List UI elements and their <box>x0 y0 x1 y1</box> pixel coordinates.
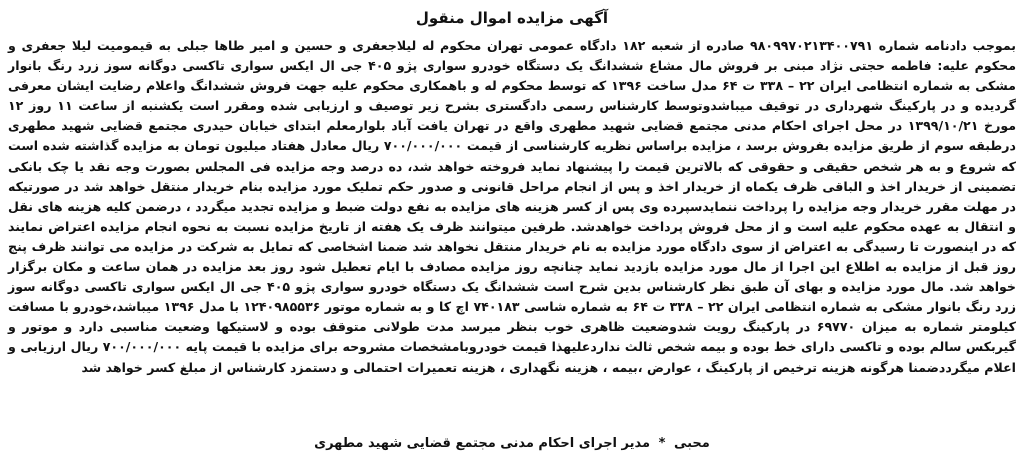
notice-body: بموجب دادنامه شماره ۹۸۰۹۹۷۰۲۱۳۴۰۰۷۹۱ صادره از شعبه ۱۸۲ دادگاه عمومی تهران محکوم له لیلاجعفری و حسین و امیر طاها جبلی به قیمومیت لیلا جعفری و محکوم علیه: فاطمه حجتی نژاد مبنی بر فروش مال مشاع ششدانگ یک دستگاه خودرو سواری پژو ۴۰۵ جی ال ایکس سواری تاکسی دوگانه سوز زرد رنگ بانوار مشکی به شماره انتظامی ایران ۲۲ – ۳۳۸ ت ۶۴ مدل ساخت ۱۳۹۶ که توسط محکوم له و باهمکاری محکوم علیه جهت فروش ششدانگ واعلام رضایت ایشان معرفی گردیده و در پارکینگ شهرداری در توقیف میباشدوتوسط کارشناس رسمی دادگستری بشرح زیر توصیف و ارزیابی شده ومقرر است یکشنبه از ساعت ۱۱ روز ۱۲ مورخ ۱۳۹۹/۱۰/۲۱ در محل اجرای احکام مدنی مجتمع قضایی شهید مطهری واقع در تهران یافت آباد بلوارمعلم ابتدای خیابان حیدری مجتمع قضایی شهید مطهری درطبقه سوم از طریق مزایده بفروش برسد ، مزایده براساس نظریه کارشناسی از قیمت ۷۰۰/۰۰۰/۰۰۰ ریال معادل هفتاد میلیون تومان به مزایده گذاشته شده است که شروع و به هر شخص حقیقی و حقوقی که بالاترین قیمت را پیشنهاد نماید فروخته خواهد شد، ده درصد وجه مزایده فی المجلس بصورت وجه نقد یا چک بانکی تضمینی از خریدار اخذ و الباقی ظرف یکماه از خریدار اخذ و پس از انجام مراحل قانونی و صدور حکم تملیک مورد مزایده بنام خریدار منتقل خواهد شد در صورتیکه در مهلت مقرر خریدار وجه مزایده را پرداخت ننمایدسپرده وی پس از کسر هزینه های مزایده به نفع دولت ضبط و مزایده تجدید میگردد ، درضمن کلیه هزینه های نقل و انتقال به عهده محکوم علیه است و از محل فروش پرداخت خواهدشد. طرفین میتوانند ظرف یک هفته از تاریخ مزایده نسبت به نحوه انجام مزایده اعتراض نمایند که در اینصورت تا رسیدگی به اعتراض از سوی دادگاه مورد مزایده به نام خریدار منتقل نخواهد شد ضمنا اشخاصی که تمایل به شرکت در مزایده می توانند ظرف پنج روز قبل از مزایده به اطلاع این اجرا از مال مورد مزایده بازدید نماید چنانچه روز مزایده مصادف با ایام تعطیل شود روز بعد مزایده در همان ساعت و مکان برگزار خواهد شد. مال مورد مزایده و بهای آن طبق نظر کارشناس بدین شرح است ششدانگ یک دستگاه خودرو سواری پژو ۴۰۵ جی ال ایکس سواری تاکسی دوگانه سوز زرد رنگ بانوار مشکی به شماره انتظامی ایران ۲۲ – ۳۳۸ ت ۶۴ به شماره شاسی ۷۴۰۱۸۳ اچ کا و به شماره موتور ۱۲۴۰۹۸۵۵۳۶ با مدل ۱۳۹۶ میباشد،خودرو با مسافت کیلومتر شماره به میزان ۶۹۷۷۰ در پارکینگ رویت شدوضعیت ظاهری خوب بنظر میرسد مدت طولانی متوقف بوده و لاستیکها وضعیت مناسبی دارد و موتور و گیربکس سالم بوده و تاکسی دارای خط بوده و بیمه شخص ثالث نداردعلیهذا قیمت خودروبامشخصات مشروحه برای مزایده با قیمت پایه ۷۰۰/۰۰۰/۰۰۰ ریال ارزیابی و اعلام میگرددضمنا هرگونه هزینه ترخیص از پارکینگ ، عوارض ،بیمه ، هزینه نگهداری ، هزینه تعمیرات احتمالی و دستمزد کارشناس از مبلغ کسر خواهد شد <box>8 38 1017 375</box>
notice-footer <box>0 434 1024 454</box>
signer-name: محبی <box>673 436 710 451</box>
notice-title: آگهی مزایده اموال منقول <box>415 9 609 27</box>
signer-title: مدیر اجرای احکام مدنی مجتمع قضایی شهید مطهری <box>314 436 651 451</box>
star-icon: * <box>658 436 666 451</box>
